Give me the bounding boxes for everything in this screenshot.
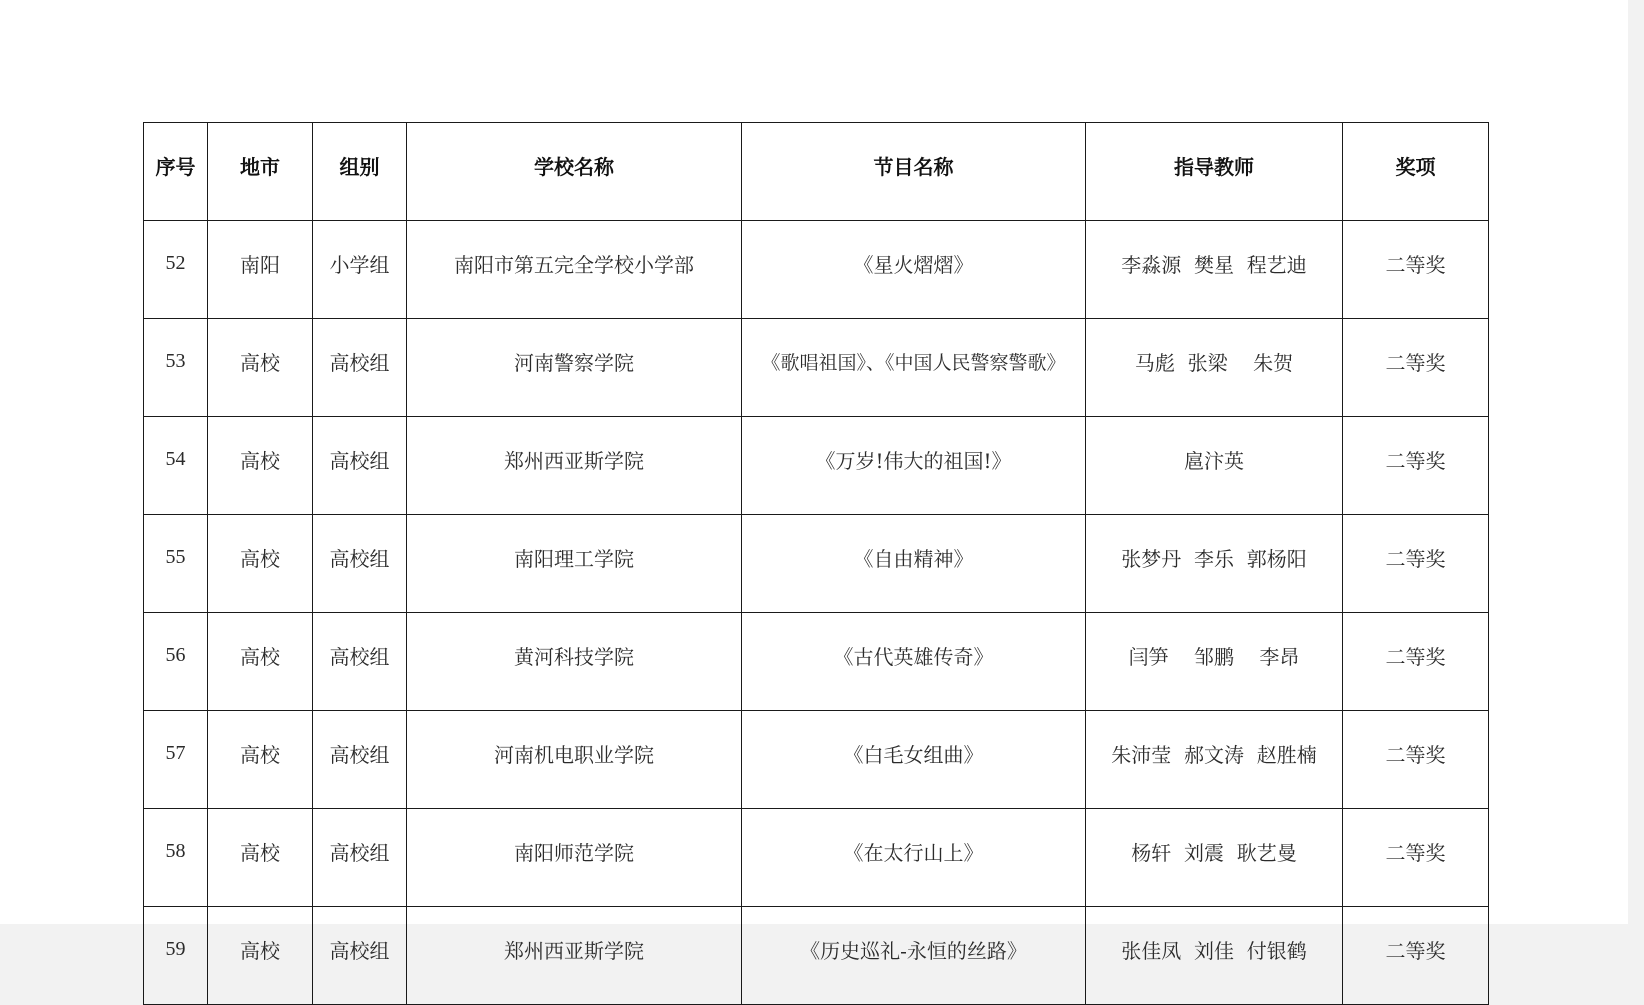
cell-group: 高校组 (313, 711, 407, 809)
header-city: 地市 (208, 123, 313, 221)
cell-school: 黄河科技学院 (407, 613, 742, 711)
cell-teachers: 张佳凤 刘佳 付银鹤 (1086, 907, 1343, 1005)
cell-city: 高校 (208, 907, 313, 1005)
cell-city: 高校 (208, 319, 313, 417)
table-row (144, 221, 1489, 319)
header-award: 奖项 (1343, 123, 1489, 221)
cell-program: 《歌唱祖国》、《中国人民警察警歌》 (742, 319, 1086, 417)
cell-index: 52 (144, 221, 208, 319)
cell-city: 高校 (208, 613, 313, 711)
cell-award: 二等奖 (1343, 319, 1489, 417)
cell-city: 高校 (208, 809, 313, 907)
header-index: 序号 (144, 123, 208, 221)
cell-index: 55 (144, 515, 208, 613)
cell-teachers: 张梦丹 李乐 郭杨阳 (1086, 515, 1343, 613)
cell-group: 高校组 (313, 417, 407, 515)
header-school: 学校名称 (407, 123, 742, 221)
cell-award: 二等奖 (1343, 907, 1489, 1005)
cell-school: 郑州西亚斯学院 (407, 907, 742, 1005)
cell-index: 57 (144, 711, 208, 809)
cell-teachers: 马彪 张梁 朱贺 (1086, 319, 1343, 417)
header-teachers: 指导教师 (1086, 123, 1343, 221)
table-row (144, 319, 1489, 417)
cell-index: 54 (144, 417, 208, 515)
table-row (144, 711, 1489, 809)
cell-award: 二等奖 (1343, 613, 1489, 711)
cell-award: 二等奖 (1343, 711, 1489, 809)
cell-group: 小学组 (313, 221, 407, 319)
cell-city: 南阳 (208, 221, 313, 319)
cell-group: 高校组 (313, 907, 407, 1005)
cell-award: 二等奖 (1343, 515, 1489, 613)
table-row (144, 907, 1489, 1005)
table-row (144, 515, 1489, 613)
cell-group: 高校组 (313, 613, 407, 711)
table-row (144, 613, 1489, 711)
header-program: 节目名称 (742, 123, 1086, 221)
cell-award: 二等奖 (1343, 221, 1489, 319)
cell-school: 南阳理工学院 (407, 515, 742, 613)
cell-teachers: 闫笋 邹鹏 李昂 (1086, 613, 1343, 711)
cell-program: 《白毛女组曲》 (742, 711, 1086, 809)
cell-award: 二等奖 (1343, 809, 1489, 907)
cell-group: 高校组 (313, 319, 407, 417)
cell-school: 南阳师范学院 (407, 809, 742, 907)
cell-index: 56 (144, 613, 208, 711)
cell-award: 二等奖 (1343, 417, 1489, 515)
header-group: 组别 (313, 123, 407, 221)
cell-teachers: 李淼源 樊星 程艺迪 (1086, 221, 1343, 319)
cell-program: 《古代英雄传奇》 (742, 613, 1086, 711)
cell-program: 《历史巡礼-永恒的丝路》 (742, 907, 1086, 1005)
cell-index: 53 (144, 319, 208, 417)
table-row (144, 809, 1489, 907)
cell-program: 《星火熠熠》 (742, 221, 1086, 319)
cell-city: 高校 (208, 515, 313, 613)
cell-school: 郑州西亚斯学院 (407, 417, 742, 515)
cell-city: 高校 (208, 417, 313, 515)
cell-school: 南阳市第五完全学校小学部 (407, 221, 742, 319)
cell-city: 高校 (208, 711, 313, 809)
award-table (143, 122, 1489, 1005)
cell-school: 河南警察学院 (407, 319, 742, 417)
cell-teachers: 杨轩 刘震 耿艺曼 (1086, 809, 1343, 907)
cell-program: 《自由精神》 (742, 515, 1086, 613)
cell-index: 59 (144, 907, 208, 1005)
cell-program: 《万岁!伟大的祖国!》 (742, 417, 1086, 515)
cell-program: 《在太行山上》 (742, 809, 1086, 907)
header-row (144, 123, 1489, 221)
table-row (144, 417, 1489, 515)
cell-group: 高校组 (313, 515, 407, 613)
cell-teachers: 朱沛莹 郝文涛 赵胜楠 (1086, 711, 1343, 809)
cell-school: 河南机电职业学院 (407, 711, 742, 809)
cell-index: 58 (144, 809, 208, 907)
cell-teachers: 扈汴英 (1086, 417, 1343, 515)
cell-group: 高校组 (313, 809, 407, 907)
